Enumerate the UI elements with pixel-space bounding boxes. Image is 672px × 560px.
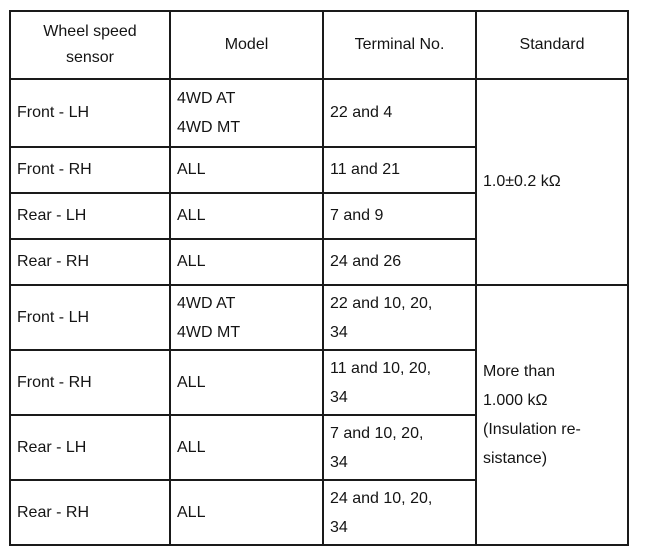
terminal-cell [323,480,476,545]
sensor-cell: Front - LH [10,79,170,147]
header-sensor [10,11,170,79]
standard-insulation-cell [476,285,628,545]
standard-line: sistance) [483,450,548,467]
model-cell: ALL [170,480,323,545]
terminal-line: 34 [330,388,348,406]
sensor-cell: Rear - LH [10,415,170,480]
terminal-line: 34 [330,453,348,471]
sensor-cell: Front - LH [10,285,170,350]
table-row [10,285,628,350]
sensor-cell: Front - RH [10,147,170,193]
sensor-cell: Rear - LH [10,193,170,239]
header-row [10,11,628,79]
standard-line: (Insulation re- [483,421,581,438]
terminal-line: 34 [330,323,348,341]
model-line: 4WD MT [177,119,241,136]
terminal-cell: 24 and 26 [323,239,476,285]
terminal-line: 7 and 10, 20, [330,424,424,442]
header-model: Model [170,11,323,79]
terminal-cell: 22 and 4 [323,79,476,147]
model-line: 4WD AT [177,90,236,107]
terminal-line: 22 and 10, 20, [330,294,433,312]
model-cell [170,285,323,350]
model-cell: ALL [170,147,323,193]
model-cell: ALL [170,415,323,480]
sensor-cell: Rear - RH [10,480,170,545]
model-cell: ALL [170,239,323,285]
header-sensor-line-1: Wheel speed [43,23,137,40]
terminal-cell: 11 and 21 [323,147,476,193]
header-standard: Standard [476,11,628,79]
terminal-cell [323,415,476,480]
wheel-speed-sensor-spec-table [9,10,629,546]
terminal-line: 11 and 10, 20, [330,359,432,377]
model-cell [170,79,323,147]
terminal-cell [323,350,476,415]
model-line: 4WD AT [177,294,236,312]
model-cell: ALL [170,350,323,415]
terminal-cell: 7 and 9 [323,193,476,239]
header-terminal: Terminal No. [323,11,476,79]
terminal-line: 34 [330,518,348,536]
terminal-line: 24 and 10, 20, [330,489,433,507]
sensor-cell: Rear - RH [10,239,170,285]
header-sensor-line-2: sensor [65,49,115,66]
sensor-cell: Front - RH [10,350,170,415]
model-line: 4WD MT [177,323,241,341]
model-cell: ALL [170,193,323,239]
standard-resistance-cell: 1.0±0.2 kΩ [476,79,628,285]
standard-line: More than [483,363,556,380]
standard-line: 1.000 kΩ [483,392,548,409]
terminal-cell [323,285,476,350]
table-row [10,79,628,147]
